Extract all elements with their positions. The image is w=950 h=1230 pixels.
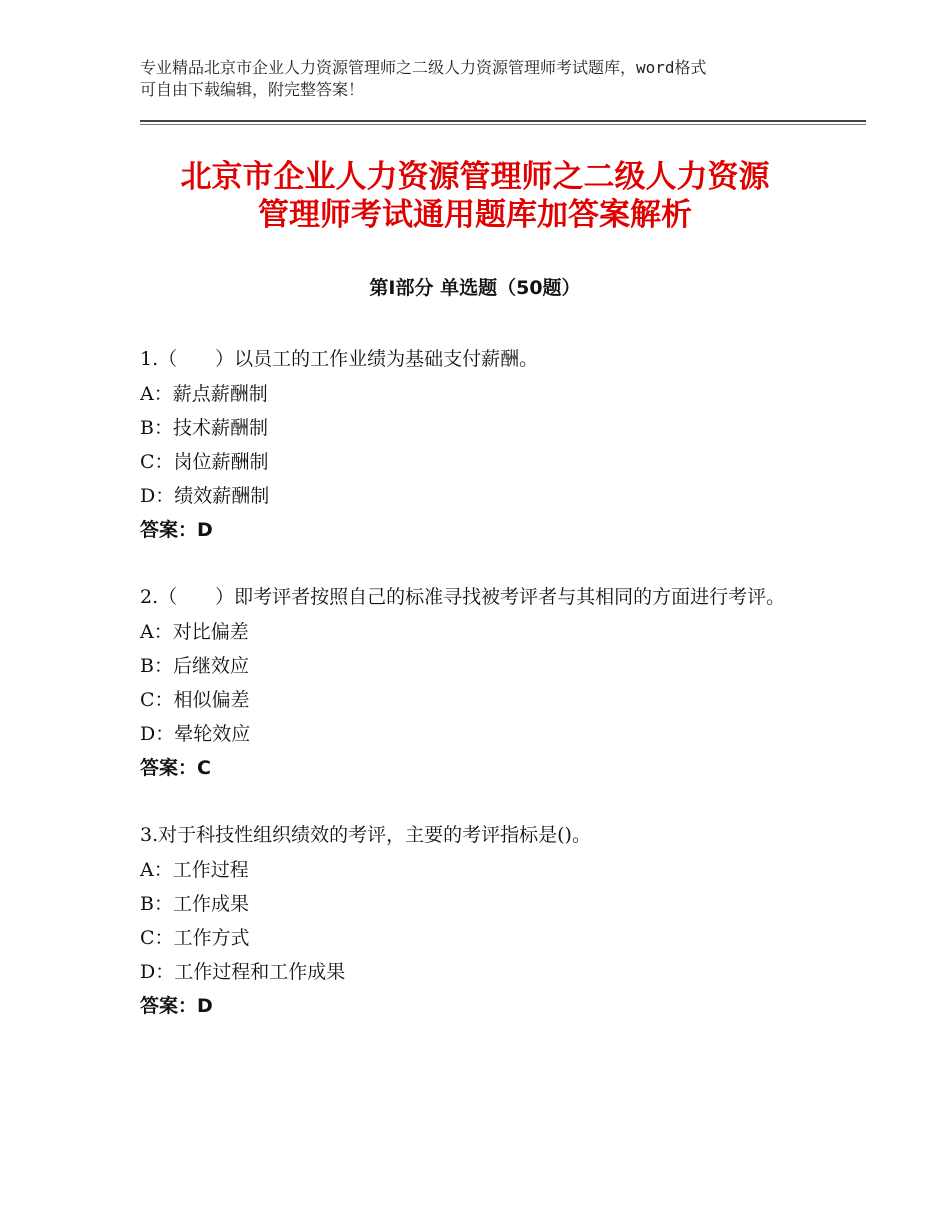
question-option: C：工作方式 [140, 927, 250, 949]
question-item [140, 581, 820, 785]
question-option: D：晕轮效应 [140, 723, 251, 745]
question-option: A：薪点薪酬制 [140, 383, 268, 405]
question-stem: 1.（ ）以员工的工作业绩为基础支付薪酬。 [140, 348, 539, 370]
header-note-line: 专业精品北京市企业人力资源管理师之二级人力资源管理师考试题库，word格式 [140, 58, 707, 77]
question-option: C：岗位薪酬制 [140, 451, 269, 473]
header-note-line: 可自由下载编辑，附完整答案！ [140, 80, 365, 99]
question-answer: 答案：D [140, 519, 213, 541]
question-option: D：工作过程和工作成果 [140, 961, 346, 983]
question-option: C：相似偏差 [140, 689, 250, 711]
question-option: A：对比偏差 [140, 621, 249, 643]
section-heading: 第Ⅰ部分 单选题（50题） [369, 277, 581, 299]
document-title-line: 管理师考试通用题库加答案解析 [258, 197, 692, 233]
question-stem: 3.对于科技性组织绩效的考评，主要的考评指标是()。 [140, 824, 591, 846]
document-title-line: 北京市企业人力资源管理师之二级人力资源 [180, 159, 770, 195]
question-list [140, 343, 820, 1057]
question-answer: 答案：D [140, 995, 213, 1017]
document-title [60, 158, 890, 234]
question-option: D：绩效薪酬制 [140, 485, 270, 507]
header-divider [140, 120, 866, 122]
question-option: A：工作过程 [140, 859, 249, 881]
question-item [140, 343, 820, 547]
header-note [140, 57, 820, 101]
header-divider-thin [140, 124, 866, 125]
question-answer: 答案：C [140, 757, 211, 779]
question-stem: 2.（ ）即考评者按照自己的标准寻找被考评者与其相同的方面进行考评。 [140, 586, 786, 608]
question-option: B：技术薪酬制 [140, 417, 268, 439]
question-option: B：工作成果 [140, 893, 249, 915]
question-option: B：后继效应 [140, 655, 249, 677]
question-item [140, 819, 820, 1023]
